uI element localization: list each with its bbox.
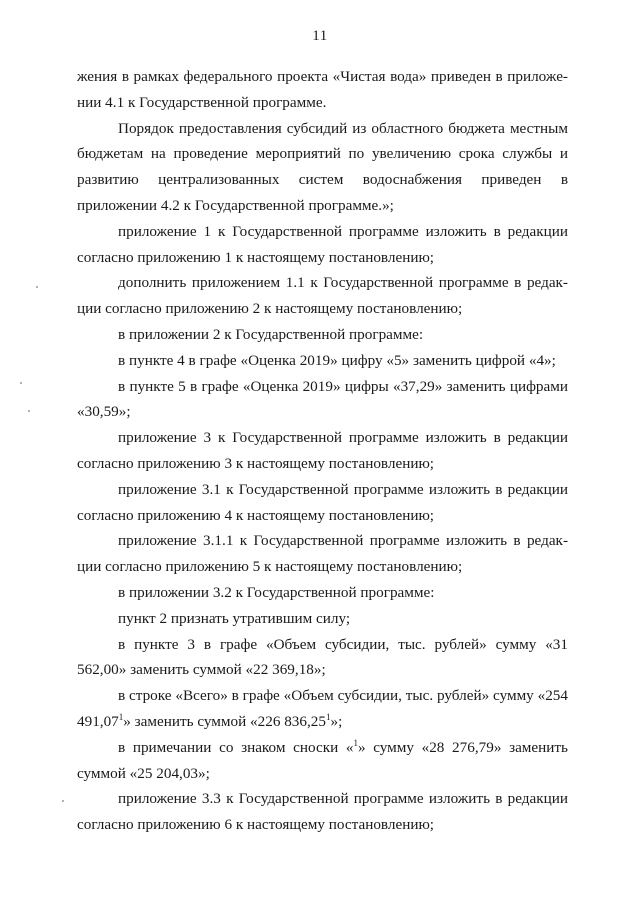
- paragraph-text: »;: [330, 712, 343, 730]
- paragraph: в приложении 3.2 к Государственной программе:: [118, 583, 435, 601]
- paragraph: в пункте 5 в графе «Оценка 2019» цифры «37,29» заменить цифрами «30,59»;: [77, 377, 568, 421]
- document-body: [77, 64, 568, 838]
- scan-speck: [28, 410, 30, 412]
- paragraph: приложение 1 к Государственной программе изложить в редакции согласно приложению 1 к настоящему постановлению;: [77, 222, 568, 266]
- footnote-mark: 1: [118, 711, 124, 722]
- paragraph-text: » сумму «28 276,79» заменить суммой «25 204,03»;: [77, 738, 568, 782]
- paragraph: приложение 3.1.1 к Государственной программе изложить в редак-ции согласно приложению 5 к настоящему постановлению;: [77, 532, 568, 576]
- paragraph: в приложении 2 к Государственной программе:: [118, 325, 424, 343]
- scan-speck: [20, 382, 22, 384]
- paragraph: пункт 2 признать утратившим силу;: [118, 609, 351, 627]
- paragraph: в пункте 3 в графе «Объем субсидии, тыс. рублей» сумму «31 562,00» заменить суммой «22 369,18»;: [77, 635, 568, 679]
- paragraph-text: » заменить суммой «226 836,25: [123, 712, 326, 730]
- scan-speck: [36, 286, 38, 288]
- paragraph: приложение 3 к Государственной программе изложить в редакции согласно приложению 3 к настоящему постановлению;: [77, 429, 568, 472]
- paragraph-text: в примечании со знаком сноски «: [118, 738, 354, 756]
- footnote-mark: 1: [325, 711, 331, 722]
- paragraph: жения в рамках федерального проекта «Чистая вода» приведен в приложе-нии 4.1 к Государственной программе.: [77, 68, 568, 111]
- page-number: 11: [312, 28, 328, 44]
- paragraph: Порядок предоставления субсидий из областного бюджета местным бюджетам на проведение мероприятий по увеличению срока службы и развитию централизованных систем водоснабжения приведен в приложении 4.2 к Государственной программе.»;: [77, 119, 568, 214]
- paragraph: [77, 735, 568, 787]
- paragraph: приложение 3.3 к Государственной программе изложить в редакции согласно приложению 6 к настоящему постановлению;: [77, 790, 568, 834]
- scan-speck: [62, 800, 64, 802]
- paragraph-text: в строке «Всего» в графе «Объем субсидии, тыс. рублей» сумму «254 491,07: [77, 687, 568, 730]
- paragraph: [77, 683, 568, 735]
- paragraph: дополнить приложением 1.1 к Государственной программе в редак-ции согласно приложению 2 к настоящему постановлению;: [77, 274, 568, 318]
- footnote-mark: 1: [353, 737, 358, 748]
- paragraph: приложение 3.1 к Государственной программе изложить в редакции согласно приложению 4 к настоящему постановлению;: [77, 480, 568, 524]
- paragraph: в пункте 4 в графе «Оценка 2019» цифру «5» заменить цифрой «4»;: [118, 351, 556, 369]
